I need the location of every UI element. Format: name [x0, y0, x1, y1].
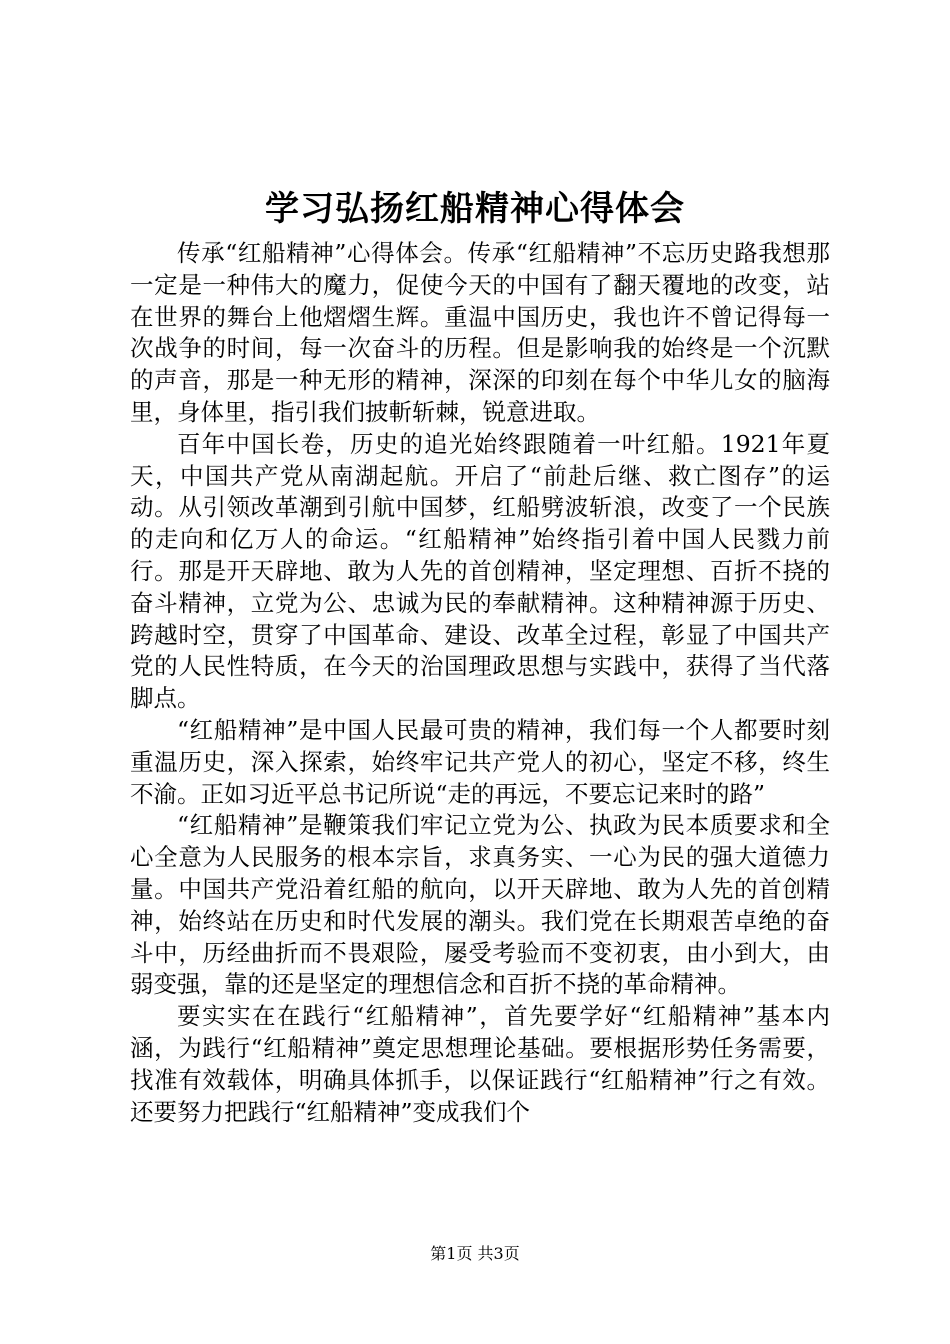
paragraph-4: “红船精神”是鞭策我们牢记立党为公、执政为民本质要求和全心全意为人民服务的根本宗旨，求真务实、一心为民的强大道德力量。中国共产党沿着红船的航向，以开天辟地、敢为人先的首创精神，始终站在历史和时代发展的潮头。我们党在长期艰苦卓绝的奋斗中，历经曲折而不畏艰险，屡受考验而不变初衷，由小到大，由弱变强，靠的还是坚定的理想信念和百折不挠的革命精神。: [130, 811, 830, 999]
paragraph-1: 传承“红船精神”心得体会。传承“红船精神”不忘历史路我想那一定是一种伟大的魔力，促使今天的中国有了翻天覆地的改变，站在世界的舞台上他熠熠生辉。重温中国历史，我也许不曾记得每一次战争的时间，每一次奋斗的历程。但是影响我的始终是一个沉默的声音，那是一种无形的精神，深深的印刻在每个中华儿女的脑海里，身体里，指引我们披斬斩棘，锐意进取。: [130, 239, 830, 426]
paragraph-2: 百年中国长卷，历史的追光始终跟随着一叶红船。1921年夏天，中国共产党从南湖起航。开启了“前赴后继、救亡图存”的运动。从引领改革潮到引航中国梦，红船劈波斩浪，改变了一个民族的走向和亿万人的命运。“红船精神”始终指引着中国人民戮力前行。那是开天辟地、敢为人先的首创精神，坚定理想、百折不挠的奋斗精神，立党为公、忠诚为民的奉献精神。这种精神源于历史、跨越时空，贯穿了中国革命、建设、改革全过程，彰显了中国共产党的人民性特质，在今天的治国理政思想与实践中，获得了当代落脚点。: [130, 429, 830, 713]
document-body: [130, 238, 830, 1128]
paragraph-3: “红船精神”是中国人民最可贵的精神，我们每一个人都要时刻重温历史，深入探索，始终牢记共产党人的初心，坚定不移，终生不渝。正如习近平总书记所说“走的再远，不要忘记来时的路”: [130, 715, 830, 808]
document-title: 学习弘扬红船精神心得体会: [265, 189, 685, 229]
paragraph-5: 要实实在在践行“红船精神”，首先要学好“红船精神”基本内涵，为践行“红船精神”奠定思想理论基础。要根据形势任务需要，找准有效载体，明确具体抓手，以保证践行“红船精神”行之有效。还要努力把践行“红船精神”变成我们个: [130, 1002, 830, 1126]
page-number-footer: 第1页 共3页: [430, 1244, 520, 1263]
